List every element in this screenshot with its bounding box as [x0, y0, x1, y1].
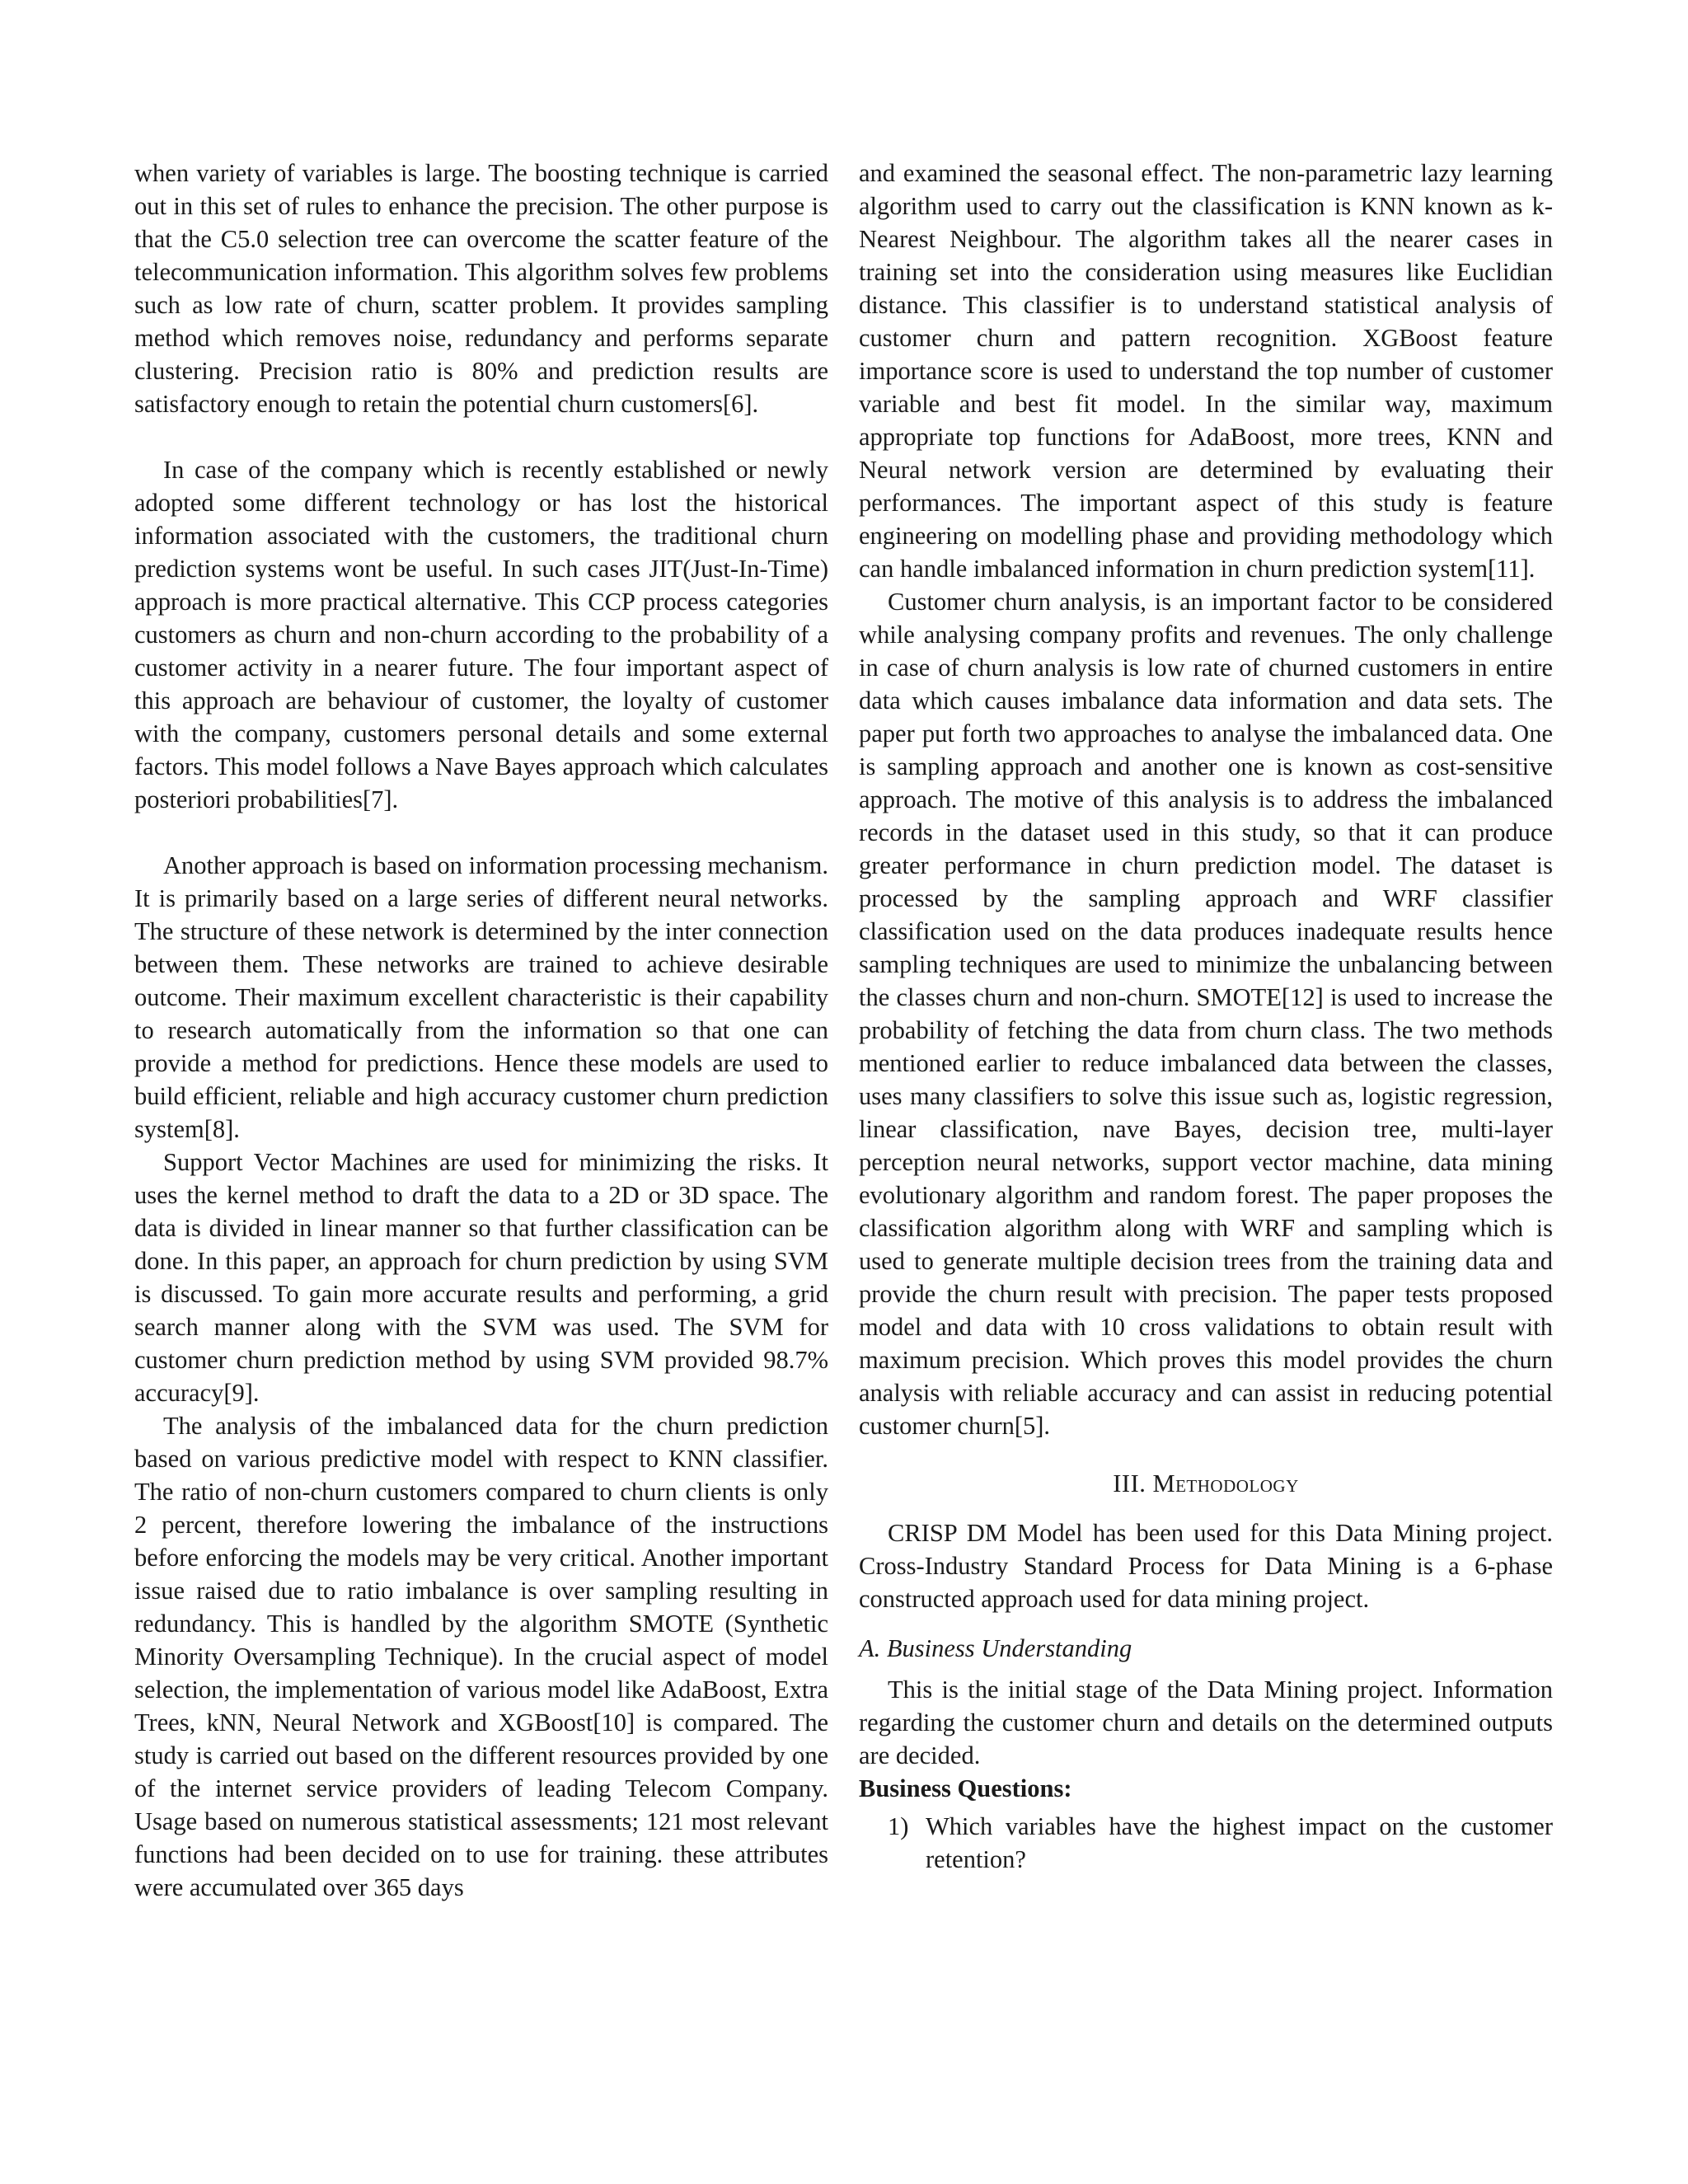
list-item: [859, 1810, 1553, 1876]
business-questions-heading: Business Questions:: [859, 1774, 1072, 1802]
right-column: [859, 157, 1553, 1876]
section-title: III. Methodology: [1113, 1469, 1299, 1497]
questions-list: [859, 1810, 1553, 1876]
paragraph: when variety of variables is large. The boosting technique is carried out in this set of rules to enhance the precision. The other purpose is that the C5.0 selection tree can overcome the scatter feature of the telecommunication information. This algorithm solves few problems such as low rate of churn, scatter problem. It provides sampling method which removes noise, redundancy and performs separate clustering. Precision ratio is 80% and prediction results are satisfactory enough to retain the potential churn customers[6].: [134, 159, 828, 418]
list-item-text: Which variables have the highest impact on the customer retention?: [926, 1812, 1553, 1873]
paragraph: Customer churn analysis, is an important factor to be considered while analysing company profits and revenues. The only challenge in case of churn analysis is low rate of churned customers in entire data which causes imbalance data information and data sets. The paper put forth two approaches to analyse the imbalanced data. One is sampling approach and another one is known as cost-sensitive approach. The motive of this analysis is to address the imbalanced records in the dataset used in this study, so that it can produce greater performance in churn prediction model. The dataset is processed by the sampling approach and WRF classifier classification used on the data produces inadequate results hence sampling techniques are used to minimize the unbalancing between the classes churn and non-churn. SMOTE[12] is used to increase the probability of fetching the data from churn class. The two methods mentioned earlier to reduce imbalanced data between the classes, uses many classifiers to solve this issue such as, logistic regression, linear classification, nave Bayes, decision tree, multi-layer perception neural networks, support vector machine, data mining evolutionary algorithm and random forest. The paper proposes the classification algorithm along with WRF and sampling which is used to generate multiple decision trees from the training data and provide the churn result with precision. The paper tests proposed model and data with 10 cross validations to obtain result with maximum precision. Which proves this model provides the churn analysis with reliable accuracy and can assist in reducing potential customer churn[5].: [859, 588, 1553, 1440]
left-column: [134, 157, 828, 1904]
subsection-title: A. Business Understanding: [859, 1634, 1132, 1662]
paragraph: In case of the company which is recently established or newly adopted some different technology or has lost the historical information associated with the customers, the traditional churn prediction systems wont be useful. In such cases JIT(Just-In-Time) approach is more practical alternative. This CCP process categories customers as churn and non-churn according to the probability of a customer activity in a nearer future. The four important aspect of this approach are behaviour of customer, the loyalty of customer with the company, customers personal details and some external factors. This model follows a Nave Bayes approach which calculates posteriori probabilities[7].: [134, 456, 828, 813]
paragraph: and examined the seasonal effect. The non-parametric lazy learning algorithm used to carry out the classification is KNN known as k-Nearest Neighbour. The algorithm takes all the nearer cases in training set into the consideration using measures like Euclidian distance. This classifier is to understand statistical analysis of customer churn and pattern recognition. XGBoost feature importance score is used to understand the top number of customer variable and best fit model. In the similar way, maximum appropriate top functions for AdaBoost, more trees, KNN and Neural network version are determined by evaluating their performances. The important aspect of this study is feature engineering on modelling phase and providing methodology which can handle imbalanced information in churn prediction system[11].: [859, 159, 1553, 583]
paragraph: Support Vector Machines are used for minimizing the risks. It uses the kernel method to draft the data to a 2D or 3D space. The data is divided in linear manner so that further classification can be done. In this paper, an approach for churn prediction by using SVM is discussed. To gain more accurate results and performing, a grid search manner along with the SVM was used. The SVM for customer churn prediction method by using SVM provided 98.7% accuracy[9].: [134, 1148, 828, 1407]
paragraph: Another approach is based on information processing mechanism. It is primarily based on a large series of different neural networks. The structure of these network is determined by the inter connection between them. These networks are trained to achieve desirable outcome. Their maximum excellent characteristic is their capability to research automatically from the information so that one can provide a method for predictions. Hence these models are used to build efficient, reliable and high accuracy customer churn prediction system[8].: [134, 851, 828, 1143]
paragraph: CRISP DM Model has been used for this Data Mining project. Cross-Industry Standard Process for Data Mining is a 6-phase constructed approach used for data mining project.: [859, 1519, 1553, 1613]
paragraph: The analysis of the imbalanced data for the churn prediction based on various predictive model with respect to KNN classifier. The ratio of non-churn customers compared to churn clients is only 2 percent, therefore lowering the imbalance of the instructions before enforcing the models may be very critical. Another important issue raised due to ratio imbalance is over sampling resulting in redundancy. This is handled by the algorithm SMOTE (Synthetic Minority Oversampling Technique). In the crucial aspect of model selection, the implementation of various model like AdaBoost, Extra Trees, kNN, Neural Network and XGBoost[10] is compared. The study is carried out based on the different resources provided by one of the internet service providers of leading Telecom Company. Usage based on numerous statistical assessments; 121 most relevant functions had been decided on to use for training. these attributes were accumulated over 365 days: [134, 1412, 828, 1901]
paragraph: This is the initial stage of the Data Mining project. Information regarding the customer churn and details on the determined outputs are decided.: [859, 1675, 1553, 1769]
list-item-number: 1): [888, 1812, 909, 1840]
